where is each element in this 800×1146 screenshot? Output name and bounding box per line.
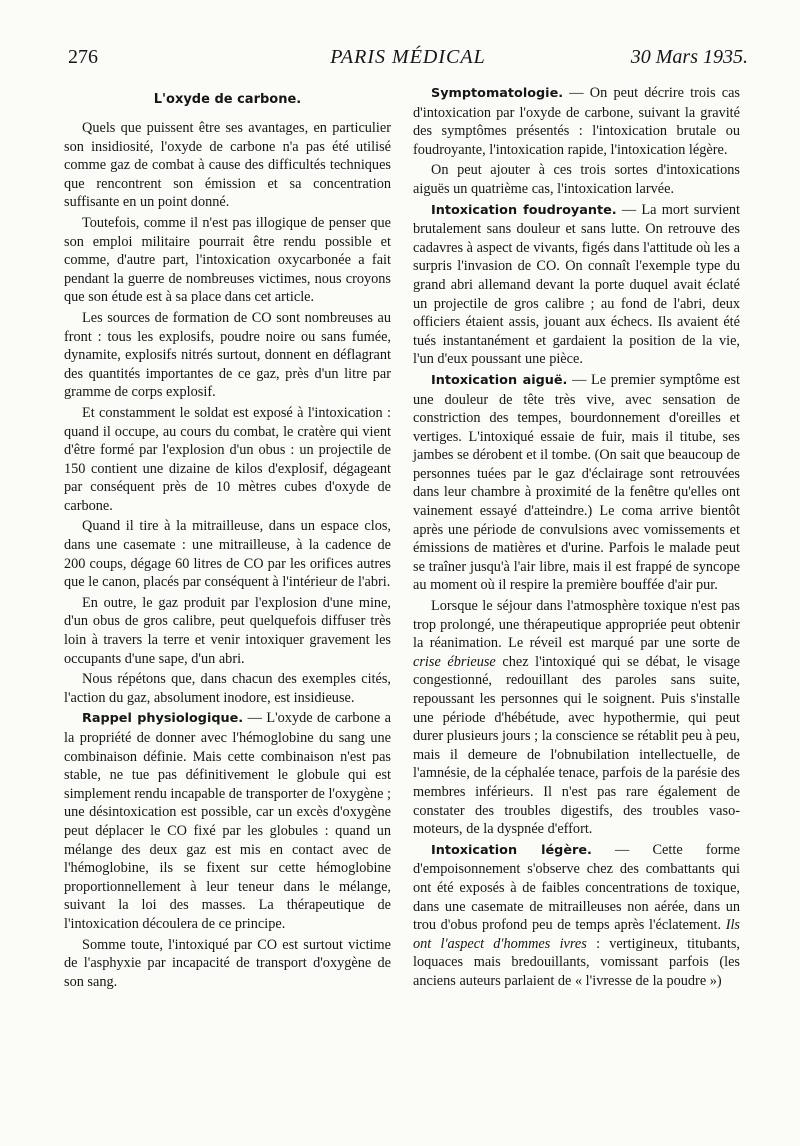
section-title: L'oxyde de carbone.	[153, 92, 302, 107]
paragraph-body: — On peut décrire trois cas d'intoxication par l'oxyde de carbone, suivant la gravité des symptômes présentés : l'intoxication brutale ou foudroyante, l'intoxication rapide, l'intoxication légère.	[413, 85, 740, 158]
subheading: Rappel physiologique.	[82, 711, 244, 727]
paragraph	[413, 841, 740, 991]
italic-phrase: crise ébrieuse	[413, 653, 496, 670]
paragraph: Toutefois, comme il n'est pas illogique de penser que son emploi militaire pourrait être rendu possible et comme, d'autre part, l'intoxication oxycarbonée a fait pendant la guerre de nombreuses victimes, nous croyons que son étude est à sa place dans cet article.	[64, 214, 391, 306]
paragraph: Les sources de formation de CO sont nombreuses au front : tous les explosifs, poudre noire ou sans fumée, dynamite, explosifs nitrés surtout, donnent en déflagrant des quantités importantes de ce gaz, près d'un litre par gramme de corps explosif.	[64, 309, 391, 401]
paragraph: On peut ajouter à ces trois sortes d'intoxications aiguës un quatrième cas, l'intoxication larvée.	[413, 162, 740, 197]
paragraph	[413, 597, 740, 839]
paragraph-body: — Le premier symptôme est une douleur de tête très vive, avec sensation de constriction des tempes, bourdonnement d'oreilles et vertiges. L'intoxiqué essaie de fuir, mais il titube, ses jambes se dérobent et il tombe. (On sait que beaucoup de personnes tuées par le gaz d'éclairage sont retrouvées dans leur chambre à proximité de la fenêtre qu'elles ont vainement essayé d'atteindre.) Le coma arrive bientôt après une période de convulsions avec vomissements et émissions de matières et d'urine. Parfois le malade peut se traîner jusqu'à l'air libre, mais il est frappé de syncope au moment où il respire la première bouffée d'air pur.	[413, 371, 740, 594]
paragraph	[413, 371, 740, 595]
left-column	[64, 84, 391, 991]
page-number: 276	[68, 46, 98, 68]
paragraph	[64, 709, 391, 933]
subheading: Intoxication foudroyante.	[431, 202, 617, 218]
italic-phrase: Ils ont l'aspect d'hommes ivres	[413, 917, 740, 952]
paragraph	[413, 84, 740, 159]
paragraph: Somme toute, l'intoxiqué par CO est surtout victime de l'asphyxie par incapacité de transport d'oxygène de son sang.	[64, 936, 391, 990]
journal-title: PARIS MÉDICAL	[330, 46, 486, 68]
paragraph-body: chez l'intoxiqué qui se débat, le visage congestionné, redouillant des paroles sans suite, repoussant les personnes qui le soignent. Puis s'installe une période d'hébétude, avec hypothermie, qui peut durer plusieurs jours ; la conscience se rétablit peu à peu, mais il demeure de l'obnubilation intellectuelle, de l'amnésie, de la céphalée tenace, parfois de la parésie des membres inférieurs. Il n'est pas rare également de constater des troubles digestifs, des troubles vaso-moteurs, de la dyspnée d'effort.	[413, 653, 740, 838]
paragraph	[413, 201, 740, 369]
subheading: Symptomatologie.	[431, 86, 564, 101]
paragraph-body: — L'oxyde de carbone a la propriété de donner avec l'hémoglobine du sang une combinaison définie. Mais cette combinaison n'est pas stable, ne tue pas définitivement le globule qui est simplement rendu incapable de transporter de l'oxygène ; une désintoxication est possible, car un excès d'oxygène peut déplacer le CO fixé par les globules : quand un mélange des deux gaz est mis en contact avec de l'hémoglobine, ils se fixent sur cette hémoglobine proportionnellement à leur teneur dans le mélange, suivant la loi des masses. La thérapeutique de l'intoxication découlera de ce principe.	[64, 710, 392, 932]
paragraph-body: — Cette forme d'empoisonnement s'observe chez des combattants qui ont été exposés à de faibles concentrations de toxique, dans une casemate de mitrailleuses non aérée, dans un trou d'obus profond peu de temps après l'éclatement.	[413, 841, 741, 934]
paragraph-body: — La mort survient brutalement sans douleur et sans lutte. On retrouve des cadavres à aspect de vivants, figés dans l'attitude où les a surpris l'invasion de CO. On connaît l'exemple type du grand abri allemand devant la porte duquel avait éclaté un projectile de gros calibre ; au fond de l'abri, deux officiers étaient assis, jouant aux échecs. Ils avaient été tués instantanément et gardaient la position de la vie, l'un d'eux poussant une pièce.	[413, 201, 740, 368]
paragraph: Quand il tire à la mitrailleuse, dans un espace clos, dans une casemate : une mitrailleuse, à la cadence de 200 coups, dégage 60 litres de CO par les orifices autres que le canon, placés par conséquent à l'intérieur de l'abri.	[64, 518, 391, 591]
paragraph: Et constamment le soldat est exposé à l'intoxication : quand il occupe, au cours du combat, le cratère qui vient d'être formé par l'explosion d'un obus : un projectile de 150 contient une dizaine de kilos d'explosif, dégageant par conséquent près de 10 mètres cubes d'oxyde de carbone.	[64, 404, 391, 514]
paragraph: En outre, le gaz produit par l'explosion d'une mine, d'un obus de gros calibre, peut quelquefois diffuser très loin à travers la terre et venir intoxiquer gravement les occupants d'une sape, d'un abri.	[64, 594, 391, 667]
right-column	[413, 84, 740, 991]
subheading: Intoxication légère.	[431, 842, 592, 858]
paragraph: Quels que puissent être ses avantages, en particulier son insidiosité, l'oxyde de carbone n'a pas été utilisé comme gaz de combat à cause des difficultés techniques que rencontrent son émission et sa concentration suffisante en un point donné.	[64, 120, 391, 211]
page-header	[68, 44, 748, 78]
paragraph-body: Lorsque le séjour dans l'atmosphère toxique n'est pas trop prolongé, une thérapeutique appropriée peut obtenir la réanimation. Le réveil est marqué par une sorte de	[413, 598, 740, 652]
issue-date: 30 Mars 1935.	[630, 46, 748, 68]
paragraph-body: : vertigineux, titubants, loquaces mais bredouillants, vomissant parfois (les anciens auteurs parlaient de « l'ivresse de la poudre »)	[413, 935, 741, 989]
subheading: Intoxication aiguë.	[431, 372, 568, 388]
paragraph: Nous répétons que, dans chacun des exemples cités, l'action du gaz, absolument inodore, est insidieuse.	[64, 671, 391, 706]
